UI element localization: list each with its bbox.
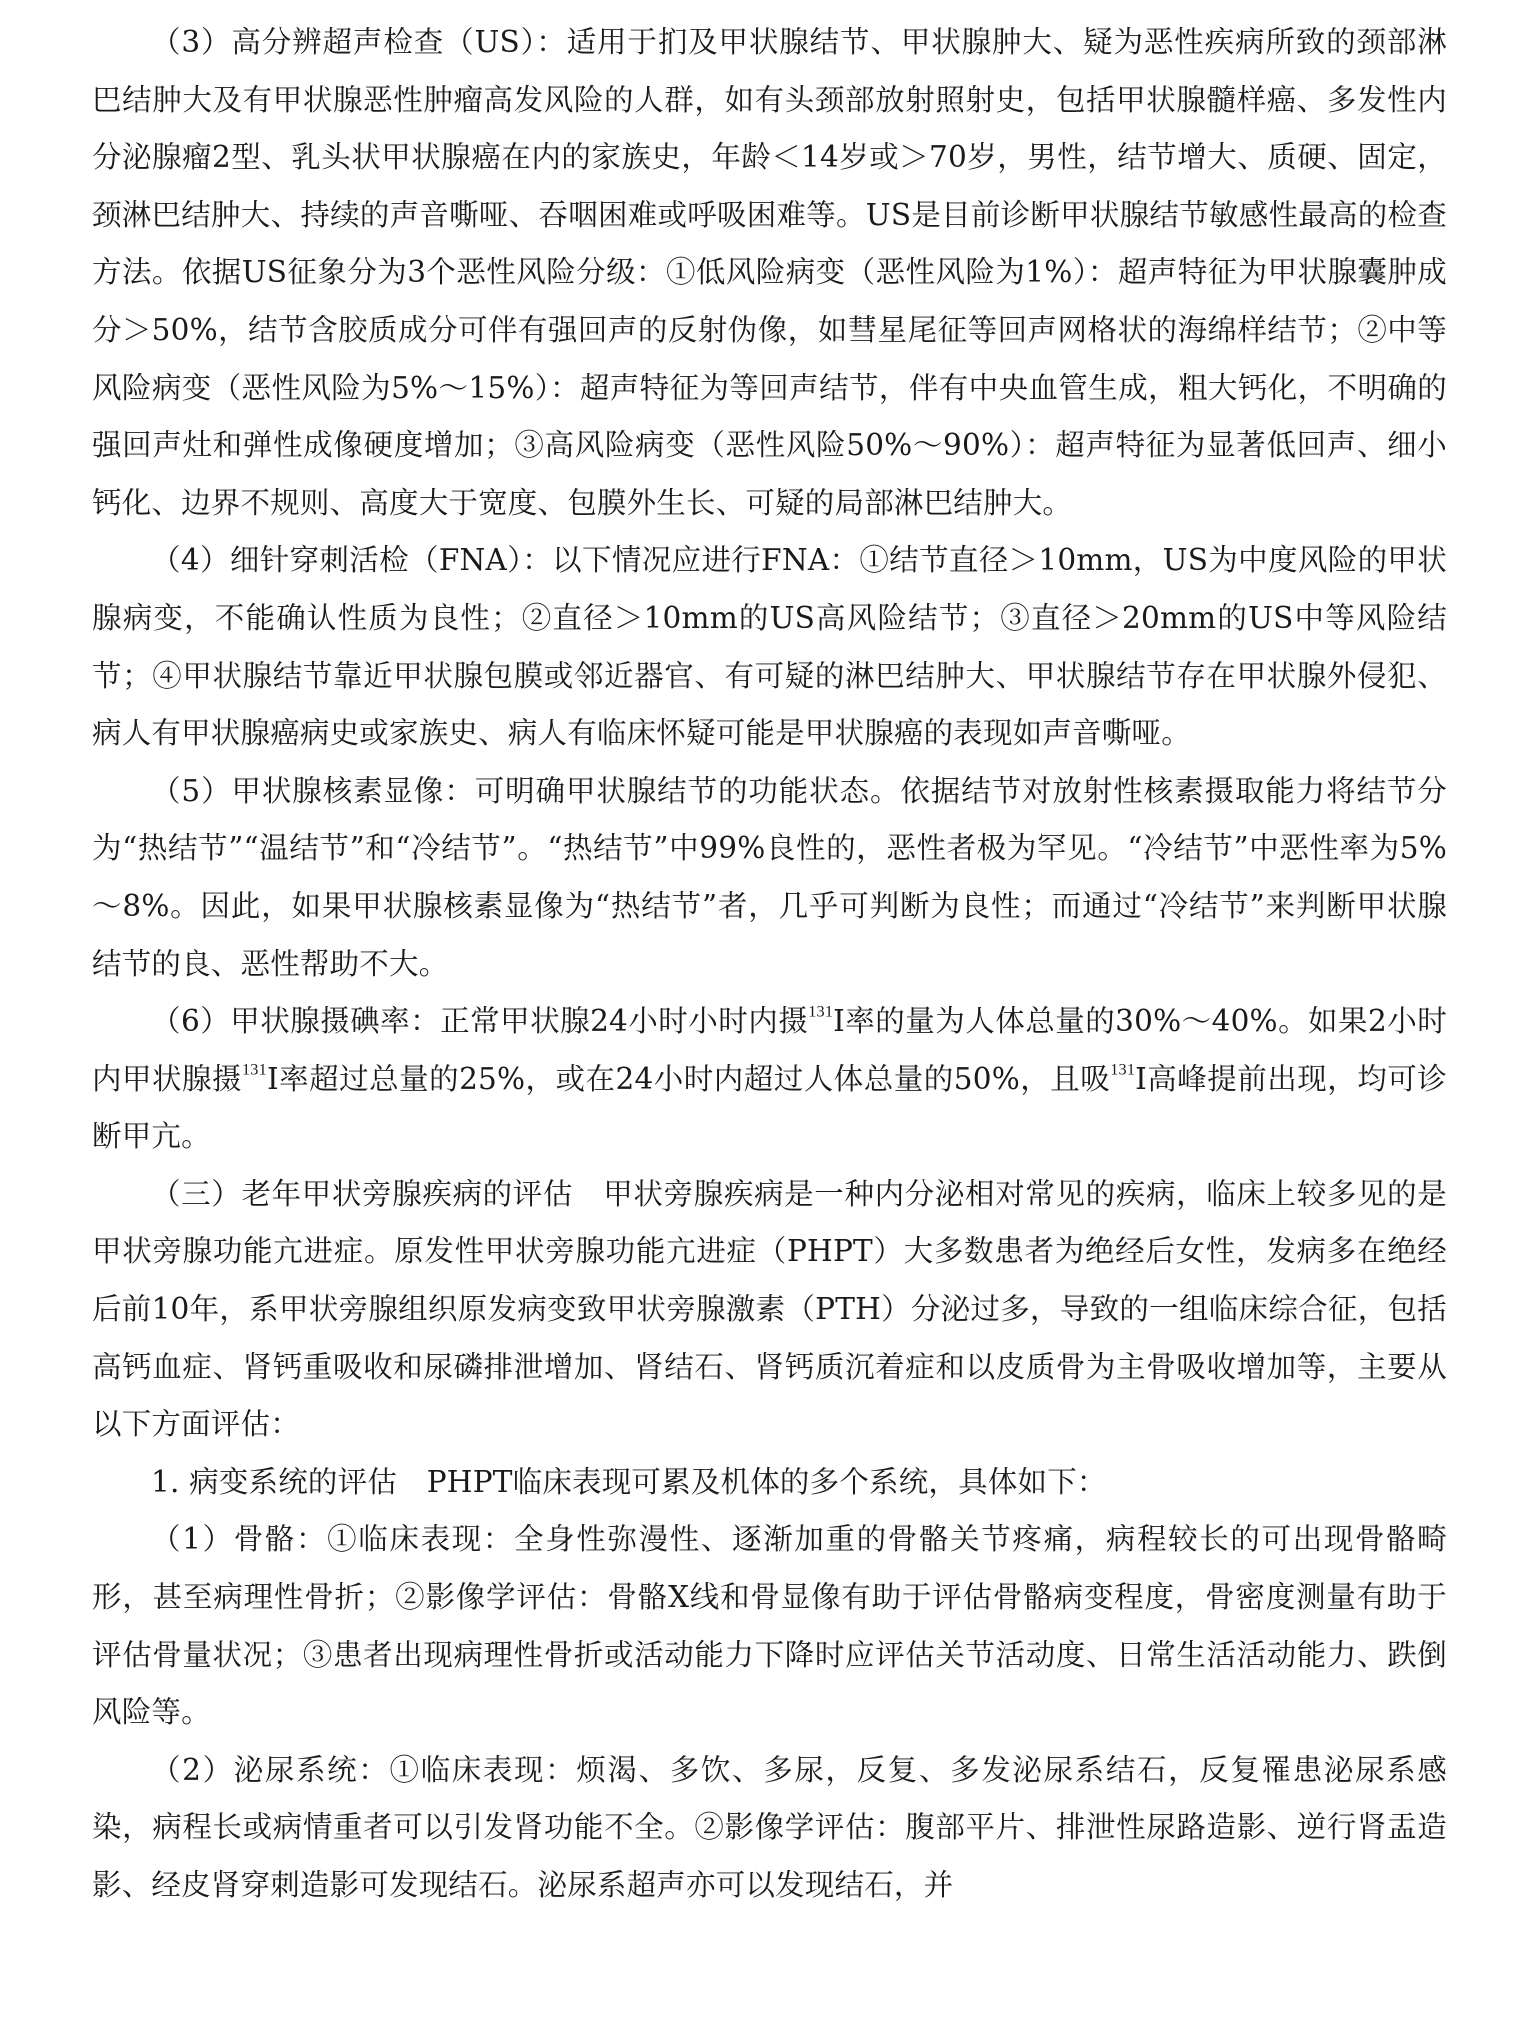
superscript-131: 131 <box>808 1002 834 1021</box>
paragraph-fna: （4）细针穿刺活检（FNA）：以下情况应进行FNA：①结节直径＞10mm，US为中度风险的甲状腺病变，不能确认性质为良性；②直径＞10mm的US高风险结节；③直径＞20mm的US中等风险结节；④甲状腺结节靠近甲状腺包膜或邻近器官、有可疑的淋巴结肿大、甲状腺结节存在甲状腺外侵犯、病人有甲状腺癌病史或家族史、病人有临床怀疑可能是甲状腺癌的表现如声音嘶哑。 <box>92 543 1447 751</box>
paragraph-parathyroid-section: （三）老年甲状旁腺疾病的评估 甲状旁腺疾病是一种内分泌相对常见的疾病，临床上较多见的是甲状旁腺功能亢进症。原发性甲状旁腺功能亢进症（PHPT）大多数患者为绝经后女性，发病多在绝经后前10年，系甲状旁腺组织原发病变致甲状旁腺激素（PTH）分泌过多，导致的一组临床综合征，包括高钙血症、肾钙重吸收和尿磷排泄增加、肾结石、肾钙质沉着症和以皮质骨为主骨吸收增加等，主要从以下方面评估： <box>92 1176 1447 1442</box>
document-page <box>92 14 1447 1915</box>
iodine-text-3: I率超过总量的25%，或在24小时内超过人体总量的50%，且吸 <box>266 1061 1111 1096</box>
superscript-131: 131 <box>1110 1060 1136 1079</box>
paragraph-ultrasound: （3）高分辨超声检查（US）：适用于扪及甲状腺结节、甲状腺肿大、疑为恶性疾病所致的颈部淋巴结肿大及有甲状腺恶性肿瘤高发风险的人群，如有头颈部放射照射史，包括甲状腺髓样癌、多发性内分泌腺瘤2型、乳头状甲状腺癌在内的家族史，年龄＜14岁或＞70岁，男性，结节增大、质硬、固定，颈淋巴结肿大、持续的声音嘶哑、吞咽困难或呼吸困难等。US是目前诊断甲状腺结节敏感性最高的检查方法。依据US征象分为3个恶性风险分级：①低风险病变（恶性风险为1%）：超声特征为甲状腺囊肿成分＞50%，结节含胶质成分可伴有强回声的反射伪像，如彗星尾征等回声网格状的海绵样结节；②中等风险病变（恶性风险为5%～15%）：超声特征为等回声结节，伴有中央血管生成，粗大钙化，不明确的强回声灶和弹性成像硬度增加；③高风险病变（恶性风险50%～90%）：超声特征为显著低回声、细小钙化、边界不规则、高度大于宽度、包膜外生长、可疑的局部淋巴结肿大。 <box>92 25 1447 520</box>
iodine-text-2: I率的量为人体总量的30%～40%。如果2小时内甲状腺摄 <box>92 1004 1447 1096</box>
paragraph-nuclide-imaging: （5）甲状腺核素显像：可明确甲状腺结节的功能状态。依据结节对放射性核素摄取能力将结节分为“热结节”“温结节”和“冷结节”。“热结节”中99%良性的，恶性者极为罕见。“冷结节”中恶性率为5%～8%。因此，如果甲状腺核素显像为“热结节”者，几乎可判断为良性；而通过“冷结节”来判断甲状腺结节的良、恶性帮助不大。 <box>92 773 1447 981</box>
paragraph-iodine-uptake <box>92 993 1447 1166</box>
paragraph-bone: （1）骨骼：①临床表现：全身性弥漫性、逐渐加重的骨骼关节疼痛，病程较长的可出现骨骼畸形，甚至病理性骨折；②影像学评估：骨骼X线和骨显像有助于评估骨骼病变程度，骨密度测量有助于评估骨量状况；③患者出现病理性骨折或活动能力下降时应评估关节活动度、日常生活活动能力、跌倒风险等。 <box>92 1522 1447 1730</box>
superscript-131: 131 <box>242 1060 267 1079</box>
iodine-text-1: （6）甲状腺摄碘率：正常甲状腺24小时小时内摄 <box>151 1004 809 1039</box>
paragraph-urinary: （2）泌尿系统：①临床表现：烦渴、多饮、多尿，反复、多发泌尿系结石，反复罹患泌尿系感染，病程长或病情重者可以引发肾功能不全。②影像学评估：腹部平片、排泄性尿路造影、逆行肾盂造影、经皮肾穿刺造影可发现结石。泌尿系超声亦可以发现结石，并 <box>92 1752 1447 1902</box>
paragraph-system-assessment: 1. 病变系统的评估 PHPT临床表现可累及机体的多个系统，具体如下： <box>151 1464 1107 1499</box>
iodine-text-4: I高峰提前出现，均可诊断甲亢。 <box>92 1061 1447 1154</box>
